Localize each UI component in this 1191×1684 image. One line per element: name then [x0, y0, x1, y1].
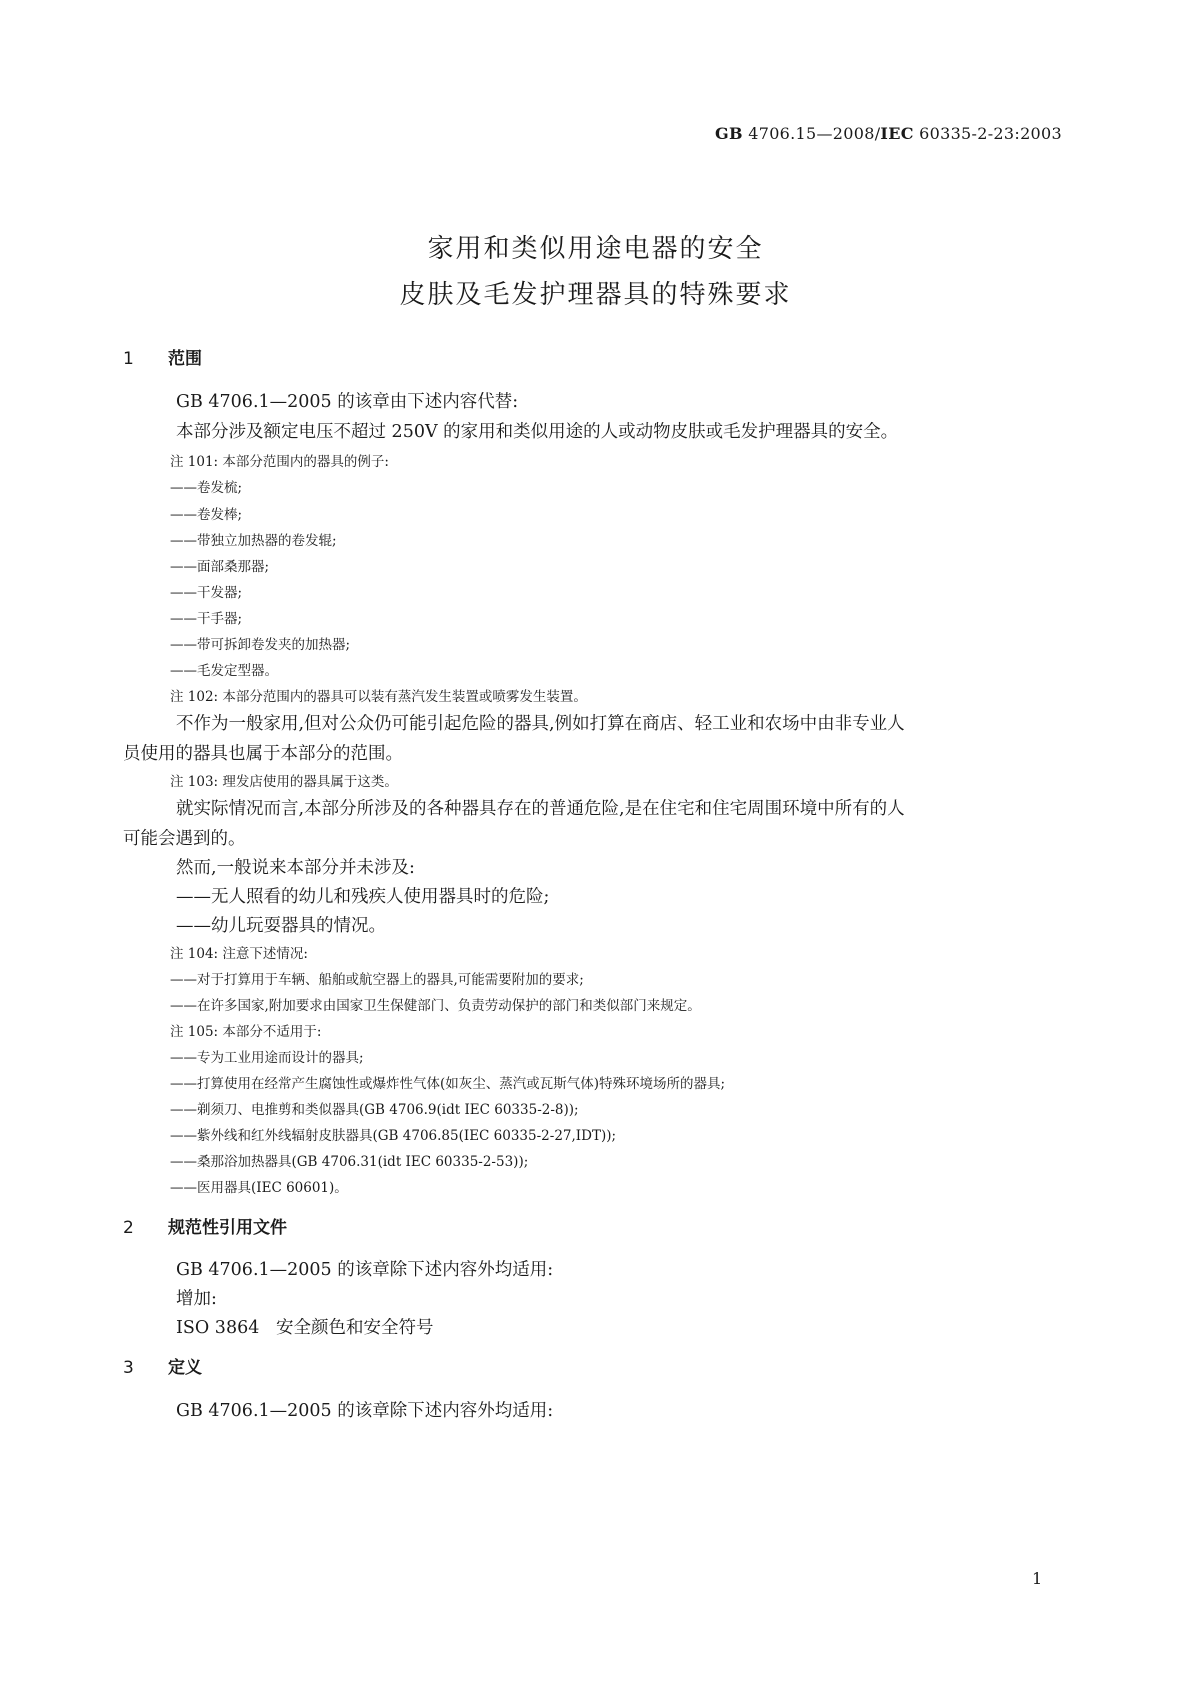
section-2-para-1: GB 4706.1—2005 的该章除下述内容外均适用: — [176, 1260, 554, 1280]
note-103: 注 103: 理发店使用的器具属于这类。 — [170, 774, 398, 790]
section-1-para-4b: 可能会遇到的。 — [123, 829, 246, 849]
standard-code-header — [690, 124, 1062, 143]
example-item: ——卷发梳; — [170, 480, 243, 496]
note-104-item: ——对于打算用于车辆、船舶或航空器上的器具,可能需要附加的要求; — [170, 972, 584, 988]
section-1-para-1: GB 4706.1—2005 的该章由下述内容代替: — [176, 392, 519, 412]
note-105-item: ——专为工业用途而设计的器具; — [170, 1050, 364, 1066]
section-2-title: 规范性引用文件 — [168, 1218, 287, 1238]
header-iec: IEC — [880, 124, 914, 143]
example-item: ——带独立加热器的卷发辊; — [170, 533, 337, 549]
note-104-item: ——在许多国家,附加要求由国家卫生保健部门、负责劳动保护的部门和类似部门来规定。 — [170, 998, 701, 1014]
section-1-title: 范围 — [168, 349, 202, 369]
section-1-para-5: 然而,一般说来本部分并未涉及: — [176, 858, 415, 878]
section-1-heading — [123, 344, 202, 369]
note-105-item: ——剃须刀、电推剪和类似器具(GB 4706.9(idt IEC 60335-2-8)); — [170, 1102, 579, 1118]
note-101: 注 101: 本部分范围内的器具的例子: — [170, 454, 389, 470]
section-3-number: 3 — [123, 1358, 134, 1378]
document-title-line1: 家用和类似用途电器的安全 — [427, 234, 764, 264]
not-covered-item: ——无人照看的幼儿和残疾人使用器具时的危险; — [176, 887, 550, 907]
page-number: 1 — [1032, 1569, 1043, 1588]
header-code: 4706.15—2008/ — [748, 124, 881, 143]
section-1-para-2: 本部分涉及额定电压不超过 250V 的家用和类似用途的人或动物皮肤或毛发护理器具的安全。 — [176, 422, 899, 442]
example-item: ——干发器; — [170, 585, 243, 601]
section-1-para-3b: 员使用的器具也属于本部分的范围。 — [123, 744, 403, 764]
section-2-number: 2 — [123, 1218, 134, 1238]
section-3-heading — [123, 1353, 202, 1378]
section-2-heading — [123, 1213, 287, 1238]
example-item: ——干手器; — [170, 611, 243, 627]
note-105-item: ——紫外线和红外线辐射皮肤器具(GB 4706.85(IEC 60335-2-27,IDT)); — [170, 1128, 617, 1144]
section-2-para-2: 增加: — [176, 1289, 217, 1309]
note-105-item: ——打算使用在经常产生腐蚀性或爆炸性气体(如灰尘、蒸汽或瓦斯气体)特殊环境场所的器具; — [170, 1076, 726, 1092]
document-title-line2: 皮肤及毛发护理器具的特殊要求 — [399, 280, 792, 310]
normative-reference-iso3864: ISO 3864 安全颜色和安全符号 — [176, 1318, 434, 1338]
section-3-title: 定义 — [168, 1358, 202, 1378]
section-1-para-4a: 就实际情况而言,本部分所涉及的各种器具存在的普通危险,是在住宅和住宅周围环境中所有的人 — [176, 799, 905, 819]
note-105-item: ——医用器具(IEC 60601)。 — [170, 1180, 348, 1196]
section-1-para-3a: 不作为一般家用,但对公众仍可能引起危险的器具,例如打算在商店、轻工业和农场中由非专业人 — [176, 714, 905, 734]
note-105: 注 105: 本部分不适用于: — [170, 1024, 322, 1040]
section-3-para-1: GB 4706.1—2005 的该章除下述内容外均适用: — [176, 1401, 554, 1421]
note-102: 注 102: 本部分范围内的器具可以装有蒸汽发生装置或喷雾发生装置。 — [170, 689, 587, 705]
example-item: ——带可拆卸卷发夹的加热器; — [170, 637, 351, 653]
section-1-number: 1 — [123, 349, 134, 369]
example-item: ——卷发棒; — [170, 507, 243, 523]
example-item: ——面部桑那器; — [170, 559, 270, 575]
note-105-item: ——桑那浴加热器具(GB 4706.31(idt IEC 60335-2-53)); — [170, 1154, 529, 1170]
not-covered-item: ——幼儿玩耍器具的情况。 — [176, 916, 386, 936]
example-item: ——毛发定型器。 — [170, 663, 278, 679]
note-104: 注 104: 注意下述情况: — [170, 946, 308, 962]
header-gb: GB — [715, 124, 743, 143]
header-iec-code: 60335-2-23:2003 — [919, 124, 1062, 143]
